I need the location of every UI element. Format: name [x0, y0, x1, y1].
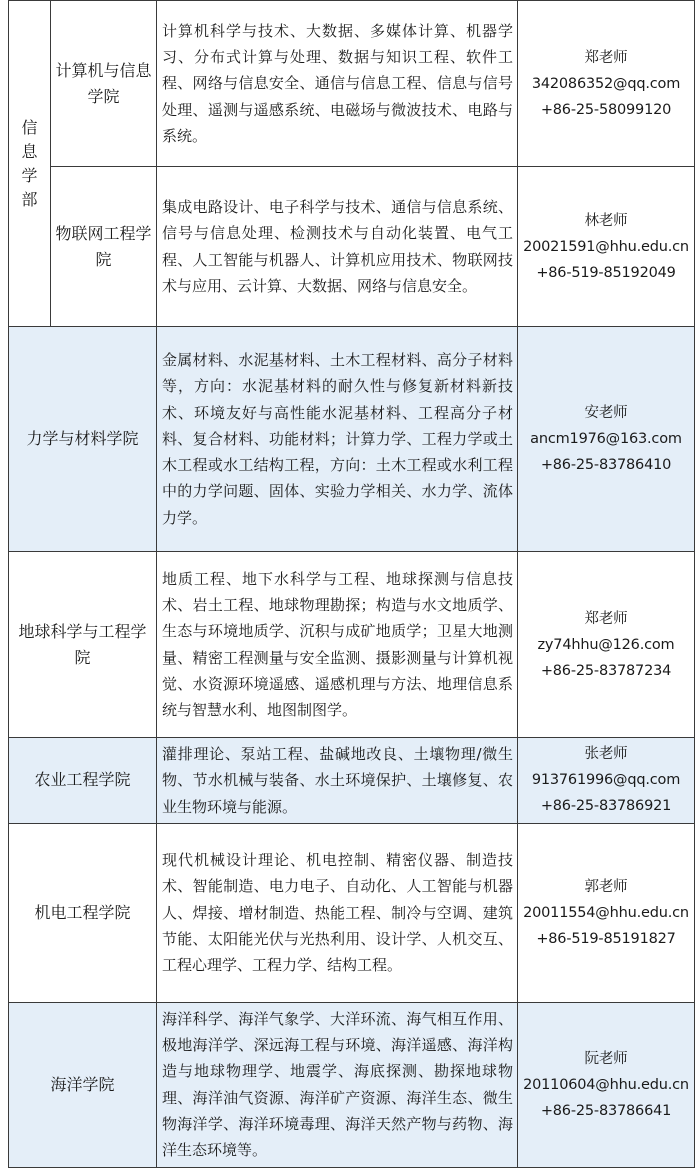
college-name: 力学与材料学院 — [26, 429, 139, 448]
contact-cell — [518, 738, 695, 824]
college-cell — [9, 1002, 157, 1167]
college-cell — [9, 823, 157, 1002]
contact-email[interactable]: 342086352@qq.com — [531, 75, 681, 92]
college-name: 机电工程学院 — [34, 902, 131, 922]
research-directions-cell — [157, 823, 518, 1002]
contact-cell — [518, 823, 695, 1002]
table-row — [9, 1002, 695, 1167]
college-cell — [9, 552, 157, 738]
contact-phone: +86-519-85192049 — [536, 264, 676, 281]
contact-cell — [518, 167, 695, 327]
contact-phone: +86-519-85191827 — [536, 930, 676, 947]
contact-name: 林老师 — [584, 212, 628, 229]
contact-name: 郑老师 — [584, 49, 628, 66]
recruitment-table — [8, 0, 695, 1168]
contact-email[interactable]: 20011554@hhu.edu.cn — [523, 904, 689, 921]
contact-name: 郑老师 — [584, 610, 628, 627]
research-directions: 现代机械设计理论、机电控制、精密仪器、制造技术、智能制造、电力电子、自动化、人工智能与机器人、焊接、增材制造、热能工程、制冷与空调、建筑节能、太阳能光伏与光热利用、设计学、人机交互、工程心理学、工程力学、结构工程。 — [162, 851, 513, 975]
contact-name: 郭老师 — [584, 878, 628, 895]
contact-cell — [518, 1, 695, 167]
contact-phone: +86-25-83786410 — [540, 457, 672, 473]
college-cell — [9, 327, 157, 552]
contact-email[interactable]: ancm1976@163.com — [530, 431, 682, 447]
contact-email[interactable]: 913761996@qq.com — [531, 772, 681, 789]
college-cell — [51, 1, 157, 167]
contact-email[interactable]: 20110604@hhu.edu.cn — [523, 1076, 689, 1093]
contact-cell — [518, 552, 695, 738]
contact-name: 安老师 — [584, 405, 628, 421]
research-directions-cell — [157, 327, 518, 552]
college-name: 计算机与信息学院 — [55, 60, 152, 106]
research-directions: 海洋科学、海洋气象学、大洋环流、海气相互作用、极地海洋学、深远海工程与环境、海洋遥感、海洋构造与地球物理学、地震学、海底探测、勘探地球物理、海洋油气资源、海洋矿产资源、海洋生态、微生物海洋学、海洋环境毒理、海洋天然产物与药物、海洋生态环境等。 — [162, 1009, 513, 1160]
college-name: 地球科学与工程学院 — [18, 621, 147, 667]
table-row — [9, 167, 695, 327]
contact-phone: +86-25-83786921 — [540, 798, 672, 815]
research-directions-cell — [157, 1, 518, 167]
research-directions: 金属材料、水泥基材料、土木工程材料、高分子材料等，方向：水泥基材料的耐久性与修复新材料新技术、环境友好与高性能水泥基材料、工程高分子材料、复合材料、功能材料；计算力学、工程力学或土木工程或水工结构工程，方向：土木工程或水利工程中的力学问题、固体、实验力学相关、水力学、流体力学。 — [162, 350, 513, 527]
college-cell — [51, 167, 157, 327]
college-name: 物联网工程学院 — [55, 223, 152, 269]
department-cell — [9, 1, 51, 327]
research-directions-cell — [157, 1002, 518, 1167]
table-row — [9, 1, 695, 167]
contact-name: 张老师 — [584, 746, 628, 763]
table-row — [9, 738, 695, 824]
research-directions: 地质工程、地下水科学与工程、地球探测与信息技术、岩土工程、地球物理勘探；构造与水文地质学、生态与环境地质学、沉积与成矿地质学；卫星大地测量、精密工程测量与安全监测、摄影测量与计算机视觉、水资源环境遥感、遥感机理与方法、地理信息系统与智慧水利、地图制图学。 — [162, 569, 513, 720]
contact-phone: +86-25-58099120 — [540, 101, 672, 118]
contact-cell — [518, 327, 695, 552]
college-name: 海洋学院 — [50, 1074, 115, 1094]
table-row — [9, 823, 695, 1002]
contact-phone: +86-25-83787234 — [540, 662, 672, 679]
research-directions: 灌排理论、泵站工程、盐碱地改良、土壤物理/微生物、节水机械与装备、水土环境保护、土壤修复、农业生物环境与能源。 — [162, 745, 513, 816]
research-directions: 集成电路设计、电子科学与技术、通信与信息系统、信号与信息处理、检测技术与自动化装置、电气工程、人工智能与机器人、计算机应用技术、物联网技术与应用、云计算、大数据、网络与信息安全。 — [162, 197, 513, 295]
contact-email[interactable]: zy74hhu@126.com — [537, 636, 675, 653]
research-directions-cell — [157, 738, 518, 824]
contact-cell — [518, 1002, 695, 1167]
department-name: 信息学部 — [21, 117, 38, 209]
research-directions: 计算机科学与技术、大数据、多媒体计算、机器学习、分布式计算与处理、数据与知识工程、软件工程、网络与信息安全、通信与信息工程、信息与信号处理、遥测与遥感系统、电磁场与微波技术、电路与系统。 — [162, 21, 513, 145]
table-row — [9, 327, 695, 552]
research-directions-cell — [157, 552, 518, 738]
contact-phone: +86-25-83786641 — [540, 1102, 672, 1119]
college-name: 农业工程学院 — [34, 770, 131, 790]
research-directions-cell — [157, 167, 518, 327]
table-row — [9, 552, 695, 738]
contact-email[interactable]: 20021591@hhu.edu.cn — [523, 238, 689, 255]
college-cell — [9, 738, 157, 824]
contact-name: 阮老师 — [584, 1050, 628, 1067]
